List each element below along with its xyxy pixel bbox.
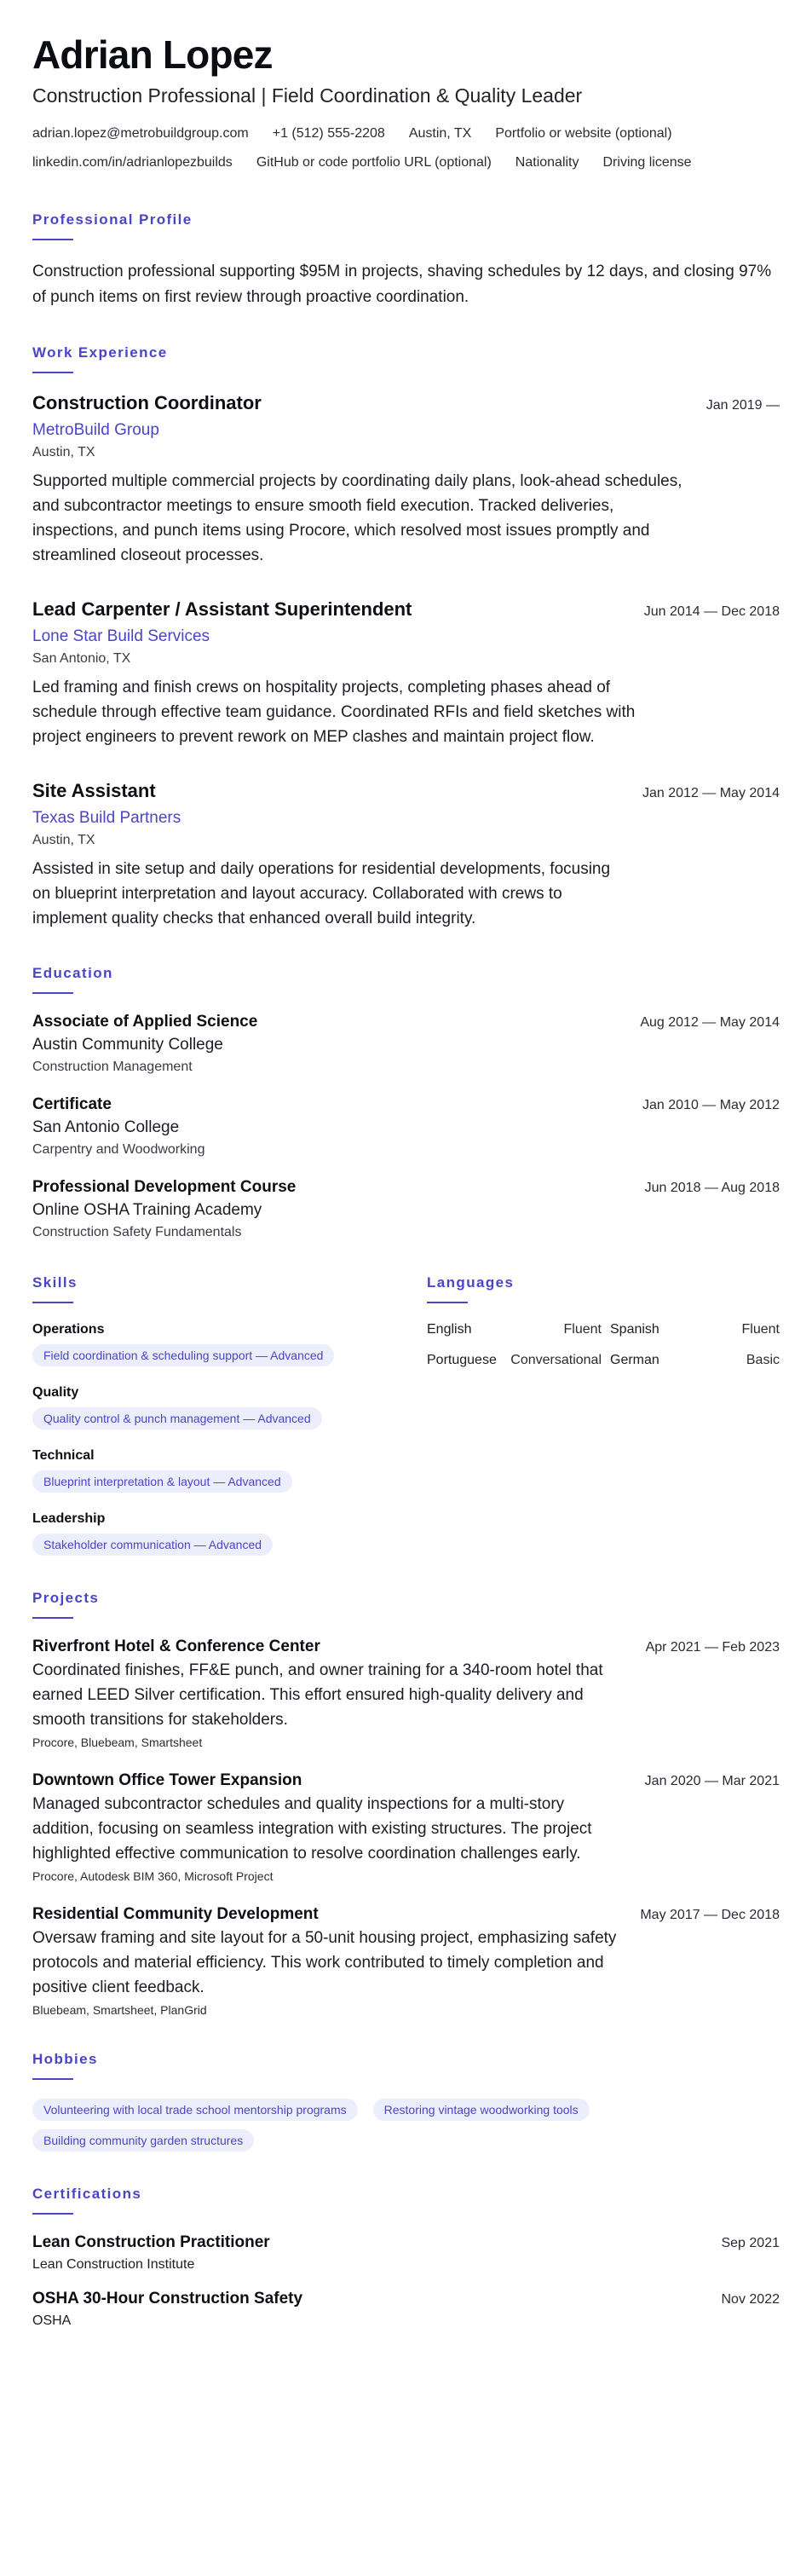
job-entry — [32, 392, 780, 568]
section-title: Languages — [427, 1274, 515, 1291]
skill-chip: Quality control & punch management — Advanced — [32, 1407, 322, 1430]
section-divider — [32, 992, 73, 994]
project-entry — [32, 1905, 780, 2017]
profile-section — [32, 211, 780, 310]
job-description: Assisted in site setup and daily operations for residential developments, focusing on blueprint interpretation and layout accuracy. Collaborated with crews to implement quality checks that enhanced overall build integrity. — [32, 859, 611, 927]
contact-email[interactable]: adrian.lopez@metrobuildgroup.com — [32, 125, 249, 141]
profile-summary: Construction professional supporting $95M in projects, shaving schedules by 12 days, and closing 97% of punch items on first review through proactive coordination. — [32, 262, 772, 306]
language-level: Basic — [746, 1352, 780, 1367]
section-divider — [32, 372, 73, 373]
skills-section — [32, 1274, 427, 1556]
hobby-chip: Volunteering with local trade school mentorship programs — [32, 2099, 358, 2121]
language-name: Portuguese — [427, 1352, 497, 1367]
certification-date: Nov 2022 — [721, 2291, 780, 2307]
contact-info — [32, 119, 780, 148]
candidate-name: Adrian Lopez — [32, 32, 273, 77]
skill-category: Leadership — [32, 1510, 106, 1526]
job-title: Construction Coordinator — [32, 391, 262, 413]
project-tools: Procore, Bluebeam, Smartsheet — [32, 1735, 203, 1749]
certifications-section — [32, 2186, 780, 2329]
hobbies-list — [32, 2099, 697, 2151]
section-title: Skills — [32, 1274, 78, 1291]
skills-languages-row — [32, 1274, 780, 1556]
job-location: Austin, TX — [32, 832, 95, 847]
skill-category: Technical — [32, 1447, 95, 1463]
job-company: MetroBuild Group — [32, 420, 159, 439]
certification-title: Lean Construction Practitioner — [32, 2232, 270, 2251]
language-level: Conversational — [510, 1352, 602, 1367]
hobby-chip: Restoring vintage woodworking tools — [373, 2099, 590, 2121]
contact-info-secondary — [32, 148, 780, 177]
education-entry — [32, 1013, 780, 1075]
section-title: Work Experience — [32, 344, 168, 361]
section-title: Professional Profile — [32, 211, 193, 228]
section-divider — [32, 239, 73, 240]
contact-nationality: Nationality — [515, 154, 579, 170]
project-tools: Procore, Autodesk BIM 360, Microsoft Project — [32, 1868, 274, 1883]
language-name: Spanish — [610, 1321, 659, 1337]
projects-section — [32, 1590, 780, 2017]
skill-chip: Blueprint interpretation & layout — Advanced — [32, 1470, 292, 1493]
section-title: Education — [32, 964, 113, 981]
job-date: Jan 2019 — — [705, 397, 780, 413]
education-school: Austin Community College — [32, 1035, 223, 1054]
education-school: Online OSHA Training Academy — [32, 1200, 262, 1219]
project-description: Managed subcontractor schedules and quality inspections for a multi-story addition, focusing on seamless integration with existing structures. The project highlighted effective communication to resolve coordination challenges early. — [32, 1794, 592, 1863]
education-degree: Associate of Applied Science — [32, 1012, 258, 1031]
certification-issuer: Lean Construction Institute — [32, 2256, 195, 2272]
job-location: Austin, TX — [32, 444, 95, 459]
education-date: Jun 2018 — Aug 2018 — [644, 1180, 780, 1195]
project-description: Coordinated finishes, FF&E punch, and owner training for a 340-room hotel that earned LEED Silver certification. This effort ensured high-quality delivery and smooth transitions for stakeholders. — [32, 1661, 603, 1729]
project-tools: Bluebeam, Smartsheet, PlanGrid — [32, 2002, 207, 2017]
language-name: German — [610, 1352, 659, 1367]
job-description: Led framing and finish crews on hospitality projects, completing phases ahead of schedule through effective team guidance. Coordinated RFIs and field sketches with project engineers to prevent rework on MEP clashes and maintain project flow. — [32, 678, 636, 746]
section-divider — [32, 1617, 73, 1619]
project-title: Downtown Office Tower Expansion — [32, 1770, 302, 1789]
project-date: May 2017 — Dec 2018 — [640, 1907, 780, 1922]
section-title: Certifications — [32, 2185, 142, 2202]
section-title: Hobbies — [32, 2050, 98, 2067]
candidate-title: Construction Professional | Field Coordination & Quality Leader — [32, 84, 583, 107]
education-degree: Certificate — [32, 1095, 112, 1113]
project-date: Apr 2021 — Feb 2023 — [645, 1639, 780, 1655]
hobby-chip: Building community garden structures — [32, 2129, 254, 2151]
project-entry — [32, 1637, 780, 1749]
contact-linkedin[interactable]: linkedin.com/in/adrianlopezbuilds — [32, 154, 233, 170]
education-date: Aug 2012 — May 2014 — [640, 1014, 780, 1030]
section-divider — [32, 2078, 73, 2080]
certification-date: Sep 2021 — [721, 2235, 780, 2250]
section-divider — [427, 1302, 468, 1303]
contact-location: Austin, TX — [408, 125, 472, 141]
project-title: Riverfront Hotel & Conference Center — [32, 1637, 320, 1655]
language-level: Fluent — [563, 1321, 602, 1337]
job-date: Jun 2014 — Dec 2018 — [643, 604, 780, 619]
project-description: Oversaw framing and site layout for a 50-unit housing project, emphasizing safety protocols and material efficiency. This work contributed to timely completion and positive client feedback. — [32, 1928, 617, 1996]
languages-grid — [427, 1322, 780, 1368]
contact-phone[interactable]: +1 (512) 555-2208 — [272, 125, 385, 141]
skill-chip: Field coordination & scheduling support — Advanced — [32, 1344, 334, 1366]
languages-section — [427, 1274, 780, 1556]
job-date: Jan 2012 — May 2014 — [642, 785, 780, 800]
section-divider — [32, 1302, 73, 1303]
contact-github[interactable]: GitHub or code portfolio URL (optional) — [256, 154, 492, 170]
certification-title: OSHA 30-Hour Construction Safety — [32, 2289, 303, 2307]
education-entry — [32, 1095, 780, 1158]
language-level: Fluent — [741, 1321, 780, 1337]
certification-entry — [32, 2233, 780, 2273]
certification-entry — [32, 2290, 780, 2329]
education-field: Carpentry and Woodworking — [32, 1141, 205, 1157]
certification-issuer: OSHA — [32, 2313, 72, 2328]
education-school: San Antonio College — [32, 1118, 180, 1136]
education-degree: Professional Development Course — [32, 1177, 297, 1196]
project-entry — [32, 1771, 780, 1883]
job-location: San Antonio, TX — [32, 650, 131, 666]
job-title: Lead Carpenter / Assistant Superintendent — [32, 598, 412, 620]
skill-chip: Stakeholder communication — Advanced — [32, 1533, 273, 1556]
contact-portfolio[interactable]: Portfolio or website (optional) — [495, 125, 672, 141]
hobbies-section — [32, 2051, 780, 2151]
education-field: Construction Safety Fundamentals — [32, 1224, 242, 1239]
job-title: Site Assistant — [32, 779, 156, 801]
contact-driving-license: Driving license — [602, 154, 692, 170]
education-section — [32, 965, 780, 1240]
education-field: Construction Management — [32, 1059, 193, 1074]
project-date: Jan 2020 — Mar 2021 — [644, 1773, 780, 1788]
job-entry — [32, 598, 780, 749]
job-description: Supported multiple commercial projects by coordinating daily plans, look-ahead schedules, and subcontractor meetings to ensure smooth field execution. Tracked deliveries, inspections, and punch items using Procore, which resolved most issues promptly and streamlined closeout processes. — [32, 471, 682, 564]
skill-category: Quality — [32, 1384, 79, 1400]
project-title: Residential Community Development — [32, 1904, 319, 1923]
education-entry — [32, 1178, 780, 1240]
section-title: Projects — [32, 1589, 100, 1606]
job-entry — [32, 780, 780, 931]
job-company: Lone Star Build Services — [32, 627, 210, 645]
job-company: Texas Build Partners — [32, 808, 181, 827]
section-divider — [32, 2213, 73, 2215]
language-name: English — [427, 1321, 472, 1337]
skill-category: Operations — [32, 1321, 105, 1337]
experience-section — [32, 344, 780, 931]
resume-header — [32, 32, 780, 177]
education-date: Jan 2010 — May 2012 — [642, 1097, 780, 1112]
